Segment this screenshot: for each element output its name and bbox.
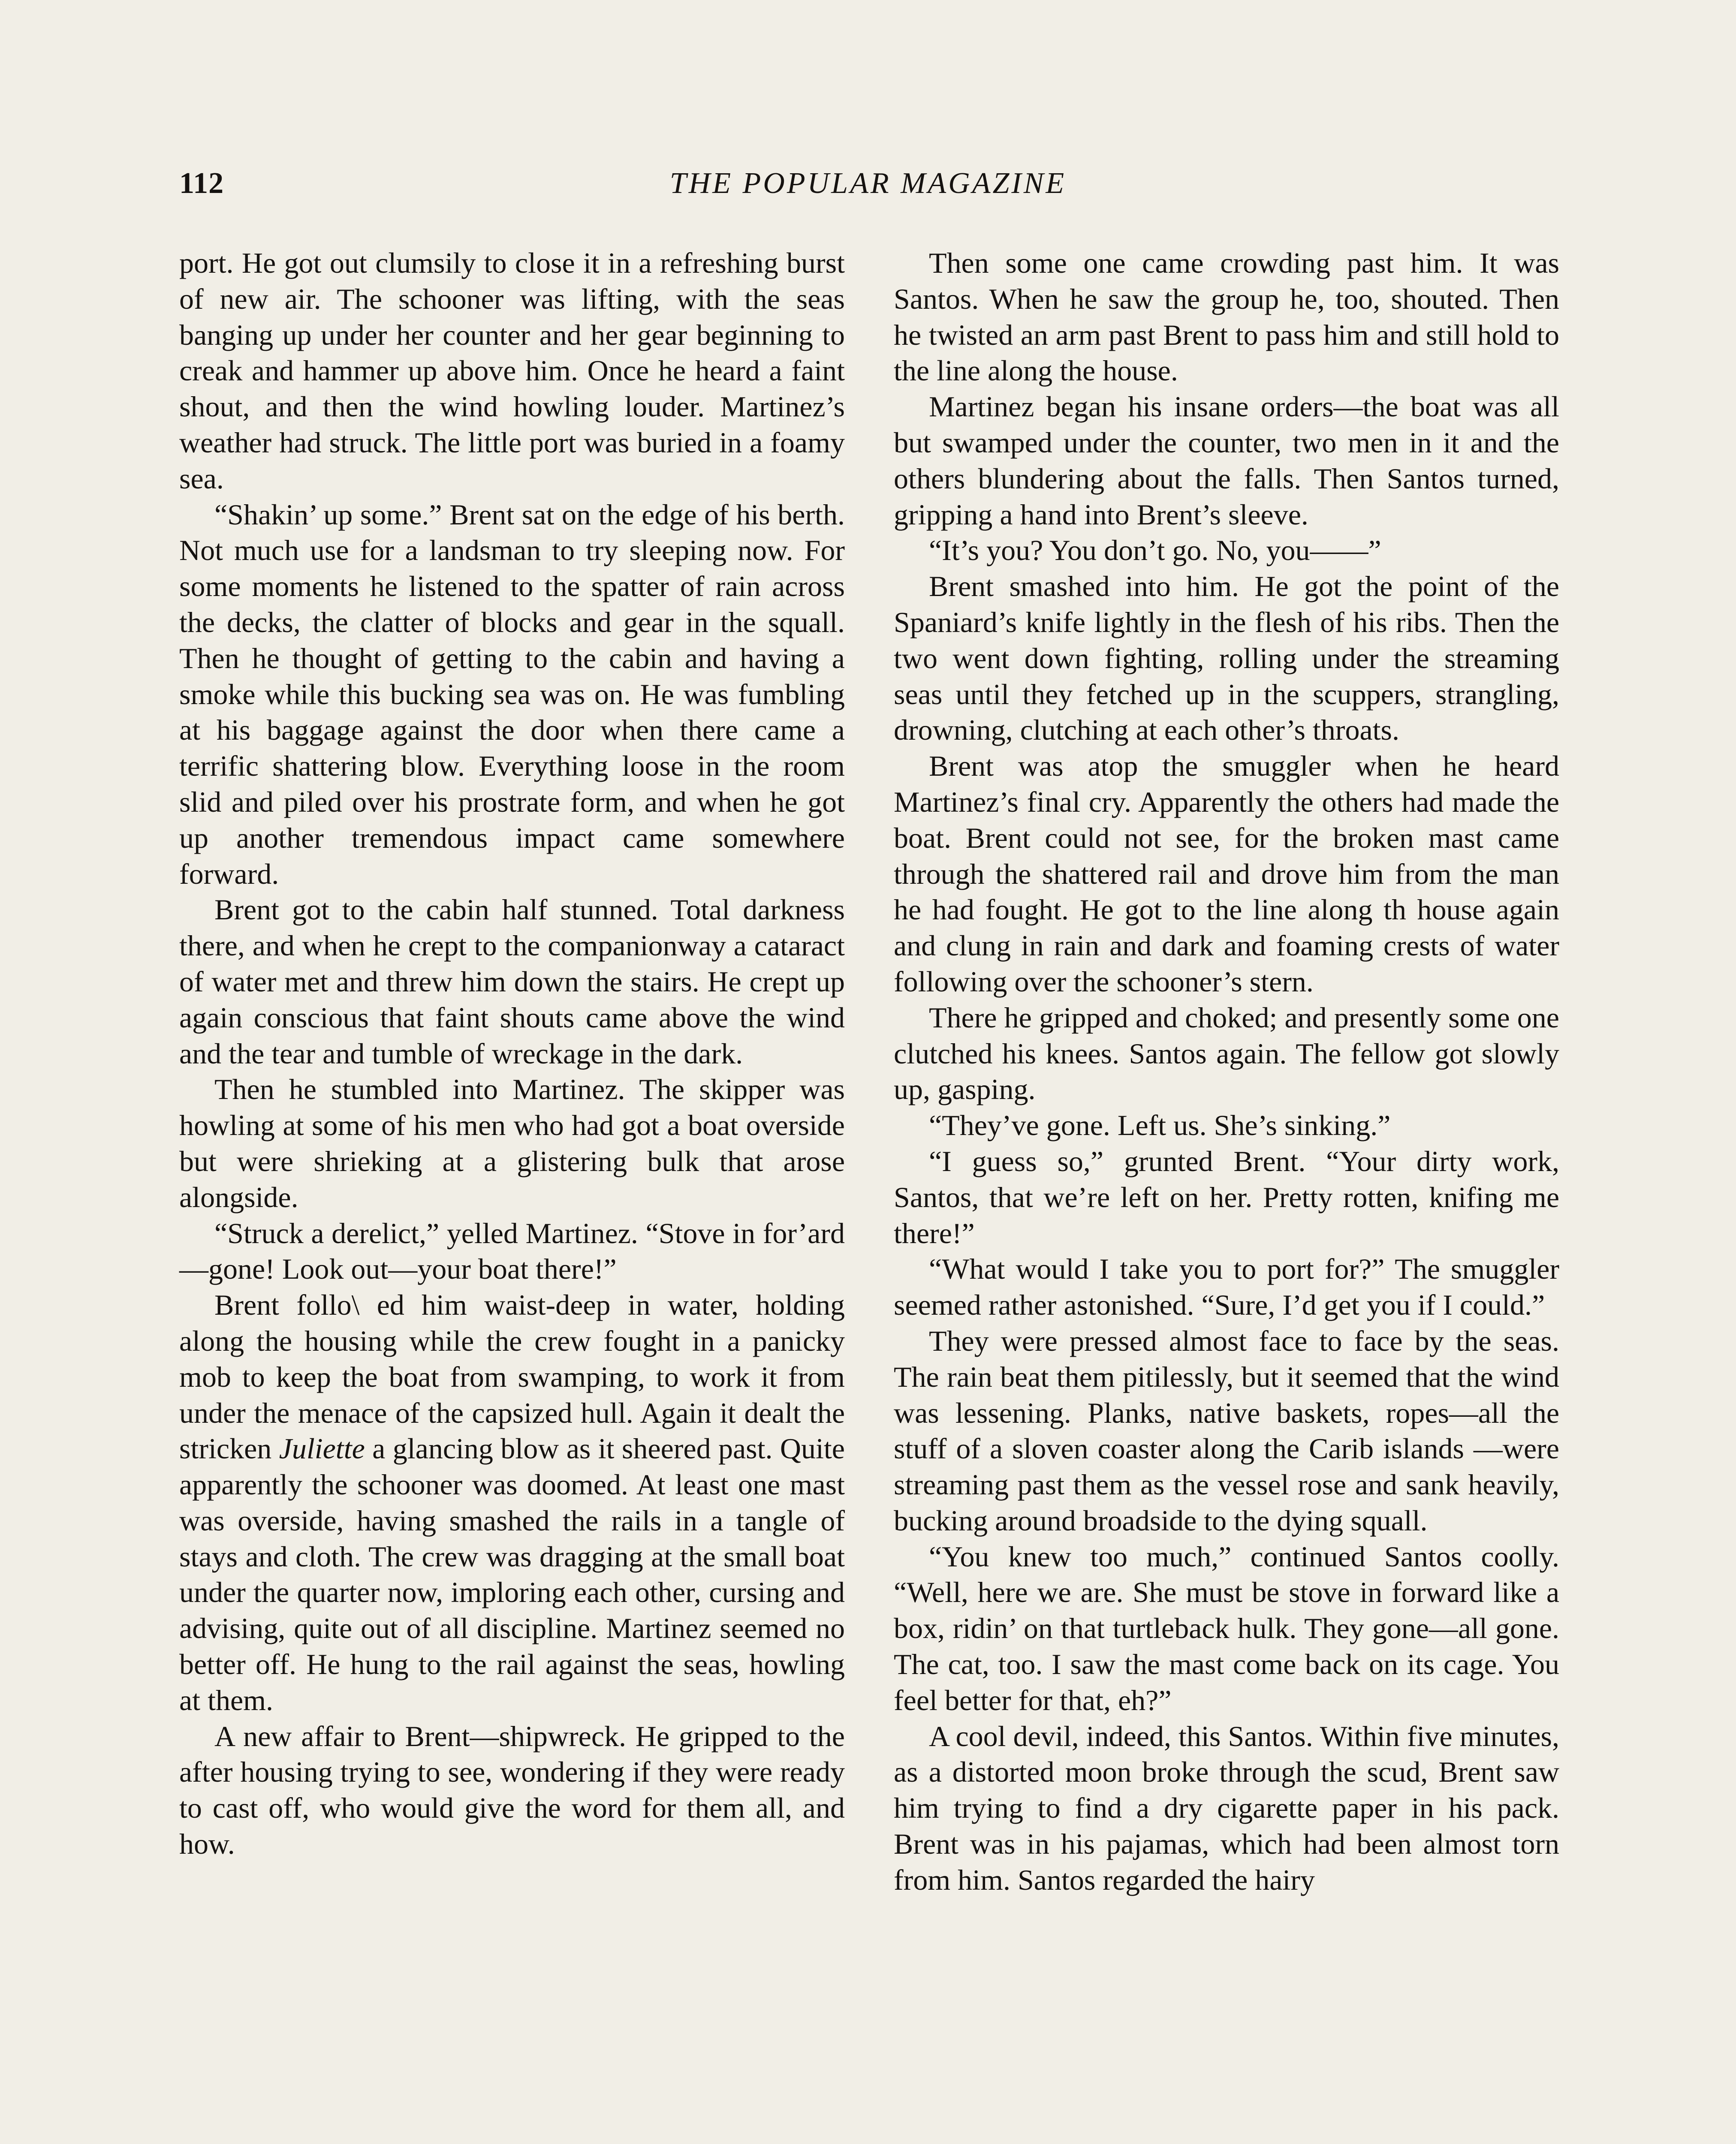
ship-name: Juliette: [279, 1432, 365, 1465]
left-column: [179, 245, 845, 1862]
paragraph: There he gripped and choked; and presently some one clutched his knees. Santos again. The fellow got slowly up, gasping.: [894, 1001, 1559, 1106]
right-column: [894, 245, 1559, 1898]
running-head-title: THE POPULAR MAGAZINE: [669, 167, 1067, 200]
paragraph: “They’ve gone. Left us. She’s sinking.”: [929, 1109, 1391, 1142]
page-number: 112: [179, 167, 224, 200]
paragraph: Brent follo\ ed him waist-deep in water, holding along the housing while the crew fought in a panicky mob to keep the boat from swamping, to work it from under the menace of the capsized hull. Again it dealt the stricken Juliette a glancing blow as it sheered past. Quite apparently the schooner was doomed. At least one mast was overside, having smashed the rails in a tangle of stays and cloth. The crew was dragging at the small boat under the quarter now, imploring each other, cursing and advising, quite out of all discipline. Martinez seemed no better off. He hung to the rail against the seas, howling at them.: [179, 1289, 845, 1716]
paragraph: “Shakin’ up some.” Brent sat on the edge of his berth. Not much use for a landsman to try sleeping now. For some moments he listened to the spatter of rain across the decks, the clatter of blocks and gear in the squall. Then he thought of getting to the cabin and having a smoke while this bucking sea was on. He was fumbling at his baggage against the door when there came a terrific shattering blow. Everything loose in the room slid and piled over his prostrate form, and when he got up another tremendous impact came somewhere forward.: [179, 498, 845, 890]
paragraph: “I guess so,” grunted Brent. “Your dirty work, Santos, that we’re left on her. Pretty rotten, knifing me there!”: [894, 1144, 1559, 1250]
paragraph: port. He got out clumsily to close it in a refreshing burst of new air. The schooner was lifting, with the seas banging up under her counter and her gear beginning to creak and hammer up above him. Once he heard a faint shout, and then the wind howling louder. Martinez’s weather had struck. The little port was buried in a foamy sea.: [179, 247, 845, 495]
paragraph: A cool devil, indeed, this Santos. Within five minutes, as a distorted moon broke through the scud, Brent saw him trying to find a dry cigarette paper in his pack. Brent was in his pajamas, which had been almost torn from him. Santos regarded the hairy: [894, 1719, 1559, 1896]
paragraph: “You knew too much,” continued Santos coolly. “Well, here we are. She must be stove in forward like a box, ridin’ on that turtleback hulk. They gone—all gone. The cat, too. I saw the mast come back on its cage. You feel better for that, eh?”: [894, 1540, 1559, 1716]
paragraph: They were pressed almost face to face by the seas. The rain beat them pitilessly, but it seemed that the wind was lessening. Planks, native baskets, ropes—all the stuff of a sloven coaster along the Carib islands —were streaming past them as the vessel rose and sank heavily, bucking around broadside to the dying squall.: [894, 1324, 1559, 1537]
paragraph: A new affair to Brent—shipwreck. He gripped to the after housing trying to see, wondering if they were ready to cast off, who would give the word for them all, and how.: [179, 1719, 845, 1861]
paragraph: Brent smashed into him. He got the point of the Spaniard’s knife lightly in the flesh of his ribs. Then the two went down fighting, rolling under the streaming seas until they fetched up in the scuppers, strangling, drowning, clutching at each other’s throats.: [894, 570, 1559, 747]
paragraph: Then some one came crowding past him. It was Santos. When he saw the group he, too, shouted. Then he twisted an arm past Brent to pass him and still hold to the line along the house.: [894, 247, 1559, 387]
paragraph: “Struck a derelict,” yelled Martinez. “Stove in for’ard—gone! Look out—your boat there!”: [179, 1217, 845, 1286]
paragraph: Brent was atop the smuggler when he heard Martinez’s final cry. Apparently the others had made the boat. Brent could not see, for the broken mast came through the shattered rail and drove him from the man he had fought. He got to the line along th house again and clung in rain and dark and foaming crests of water following over the schooner’s stern.: [894, 750, 1559, 998]
paragraph: Brent got to the cabin half stunned. Total darkness there, and when he crept to the companionway a cataract of water met and threw him down the stairs. He crept up again conscious that faint shouts came above the wind and the tear and tumble of wreckage in the dark.: [179, 893, 845, 1070]
paragraph: Martinez began his insane orders—the boat was all but swamped under the counter, two men in it and the others blundering about the falls. Then Santos turned, gripping a hand into Brent’s sleeve.: [894, 390, 1559, 531]
paragraph: Then he stumbled into Martinez. The skipper was howling at some of his men who had got a boat overside but were shrieking at a glistering bulk that arose alongside.: [179, 1073, 845, 1214]
paragraph: “What would I take you to port for?” The smuggler seemed rather astonished. “Sure, I’d get you if I could.”: [894, 1253, 1559, 1322]
paragraph: “It’s you? You don’t go. No, you——”: [929, 534, 1381, 567]
